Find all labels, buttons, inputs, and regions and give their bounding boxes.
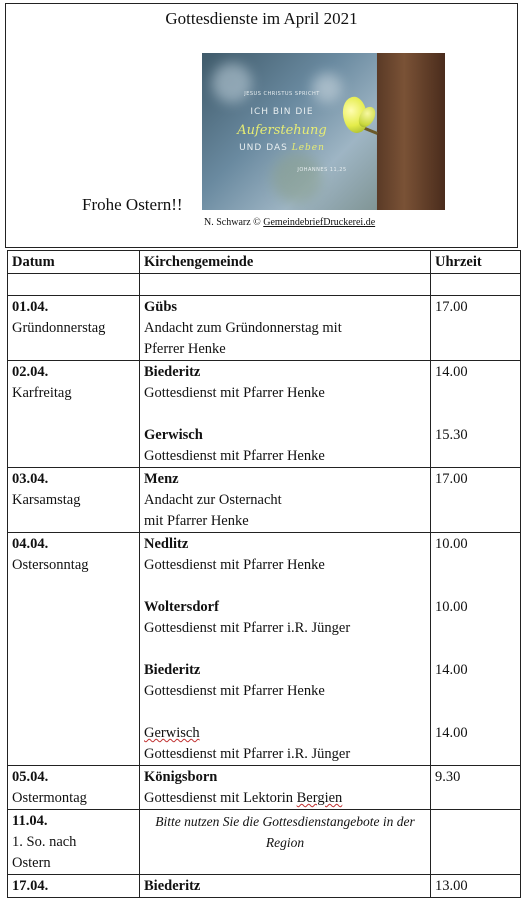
- image-credit-prefix: N. Schwarz ©: [204, 217, 264, 228]
- day-name: Karsamstag: [12, 492, 81, 508]
- table-spacer-row: [8, 274, 521, 296]
- parish-cell: [140, 810, 431, 875]
- date-cell: [8, 875, 140, 898]
- service-details: mit Pfarrer Henke: [144, 513, 249, 529]
- easter-greeting: Frohe Ostern!!: [82, 195, 183, 214]
- day-name: Gründonnerstag: [12, 320, 106, 336]
- service-time: 15.30: [435, 427, 468, 443]
- parish-name: Gerwisch: [144, 725, 200, 741]
- date: 03.04.: [12, 471, 49, 487]
- date-cell: [8, 810, 140, 875]
- service-time: 17.00: [435, 299, 468, 315]
- day-name: Ostermontag: [12, 790, 87, 806]
- image-credit-link[interactable]: GemeindebriefDruckerei.de: [263, 217, 376, 228]
- table-header-row: [8, 251, 521, 274]
- table-row: [8, 468, 521, 533]
- table-row: [8, 296, 521, 361]
- service-details: Gottesdienst mit Pfarrer Henke: [144, 448, 325, 464]
- page-title: Gottesdienste im April 2021: [165, 9, 358, 28]
- service-time: 14.00: [435, 364, 468, 380]
- service-details: [144, 788, 426, 809]
- service-details: Gottesdienst mit Pfarrer Henke: [144, 557, 325, 573]
- image-text-line-5: JOHANNES 11,25: [297, 167, 347, 173]
- service-time: 10.00: [435, 536, 468, 552]
- service-time: 13.00: [435, 878, 468, 894]
- parish-name: Biederitz: [144, 364, 201, 380]
- parish-cell: [140, 533, 431, 766]
- table-row: [8, 533, 521, 766]
- date-cell: [8, 766, 140, 810]
- service-details: Andacht zur Osternacht: [144, 492, 282, 508]
- image-text-line-4-word: Leben: [291, 143, 325, 153]
- service-details: Gottesdienst mit Pfarrer i.R. Jünger: [144, 746, 351, 762]
- image-text-line-4: [202, 143, 362, 153]
- parish-name: Nedlitz: [144, 536, 189, 552]
- table-row: [8, 361, 521, 468]
- parish-name: Königsborn: [144, 769, 218, 785]
- tree-trunk-graphic: [377, 53, 445, 210]
- parish-name: Gübs: [144, 299, 178, 315]
- service-time: 14.00: [435, 725, 468, 741]
- parish-name: Menz: [144, 471, 179, 487]
- column-header-time: Uhrzeit: [431, 251, 521, 274]
- table-row: [8, 810, 521, 875]
- time-cell: [431, 296, 521, 361]
- image-credit: [204, 217, 375, 228]
- easter-image: [202, 53, 445, 210]
- image-text-line-3: Auferstehung: [237, 123, 327, 138]
- service-details: Gottesdienst mit Pfarrer Henke: [144, 385, 325, 401]
- service-details: Gottesdienst mit Pfarrer Henke: [144, 683, 325, 699]
- date: 11.04.: [12, 813, 48, 829]
- date-cell: [8, 361, 140, 468]
- parish-name: Biederitz: [144, 662, 201, 678]
- date: 02.04.: [12, 364, 49, 380]
- time-cell: [431, 810, 521, 875]
- date-cell: [8, 533, 140, 766]
- service-time: 14.00: [435, 662, 468, 678]
- service-details: Gottesdienst mit Pfarrer i.R. Jünger: [144, 620, 351, 636]
- lector-name: Bergien: [296, 790, 343, 806]
- parish-cell: [140, 766, 431, 810]
- parish-cell: [140, 468, 431, 533]
- service-details: Pferrer Henke: [144, 341, 226, 357]
- image-text-line-2: ICH BIN DIE: [250, 107, 314, 117]
- column-header-date: Datum: [8, 251, 140, 274]
- day-name: Ostern: [12, 855, 51, 871]
- schedule-table: [7, 250, 521, 898]
- header-box: [5, 3, 518, 248]
- column-header-parish: Kirchengemeinde: [140, 251, 431, 274]
- service-time: 10.00: [435, 599, 468, 615]
- image-text-line-1: JESUS CHRISTUS SPRICHT: [244, 91, 320, 97]
- service-details: Andacht zum Gründonnerstag mit: [144, 320, 342, 336]
- table-row: [8, 875, 521, 898]
- parish-cell: [140, 361, 431, 468]
- parish-cell: [140, 875, 431, 898]
- day-name: 1. So. nach: [12, 834, 77, 850]
- parish-name: Biederitz: [144, 878, 201, 894]
- date-cell: [8, 296, 140, 361]
- day-name: Ostersonntag: [12, 557, 89, 573]
- service-details-prefix: Gottesdienst mit Lektorin: [144, 790, 297, 806]
- parish-name: Gerwisch: [144, 427, 203, 443]
- region-note: Bitte nutzen Sie die Gottesdienstangebote in der Region: [155, 814, 415, 850]
- time-cell: [431, 766, 521, 810]
- service-time: 9.30: [435, 769, 461, 785]
- parish-name: Woltersdorf: [144, 599, 219, 615]
- parish-cell: [140, 296, 431, 361]
- time-cell: [431, 468, 521, 533]
- time-cell: [431, 875, 521, 898]
- date: 01.04.: [12, 299, 49, 315]
- image-text-line-4-prefix: UND DAS: [239, 143, 288, 153]
- date: 17.04.: [12, 878, 49, 894]
- day-name: Karfreitag: [12, 385, 72, 401]
- date: 04.04.: [12, 536, 49, 552]
- table-row: [8, 766, 521, 810]
- time-cell: [431, 533, 521, 766]
- date: 05.04.: [12, 769, 49, 785]
- date-cell: [8, 468, 140, 533]
- time-cell: [431, 361, 521, 468]
- service-time: 17.00: [435, 471, 468, 487]
